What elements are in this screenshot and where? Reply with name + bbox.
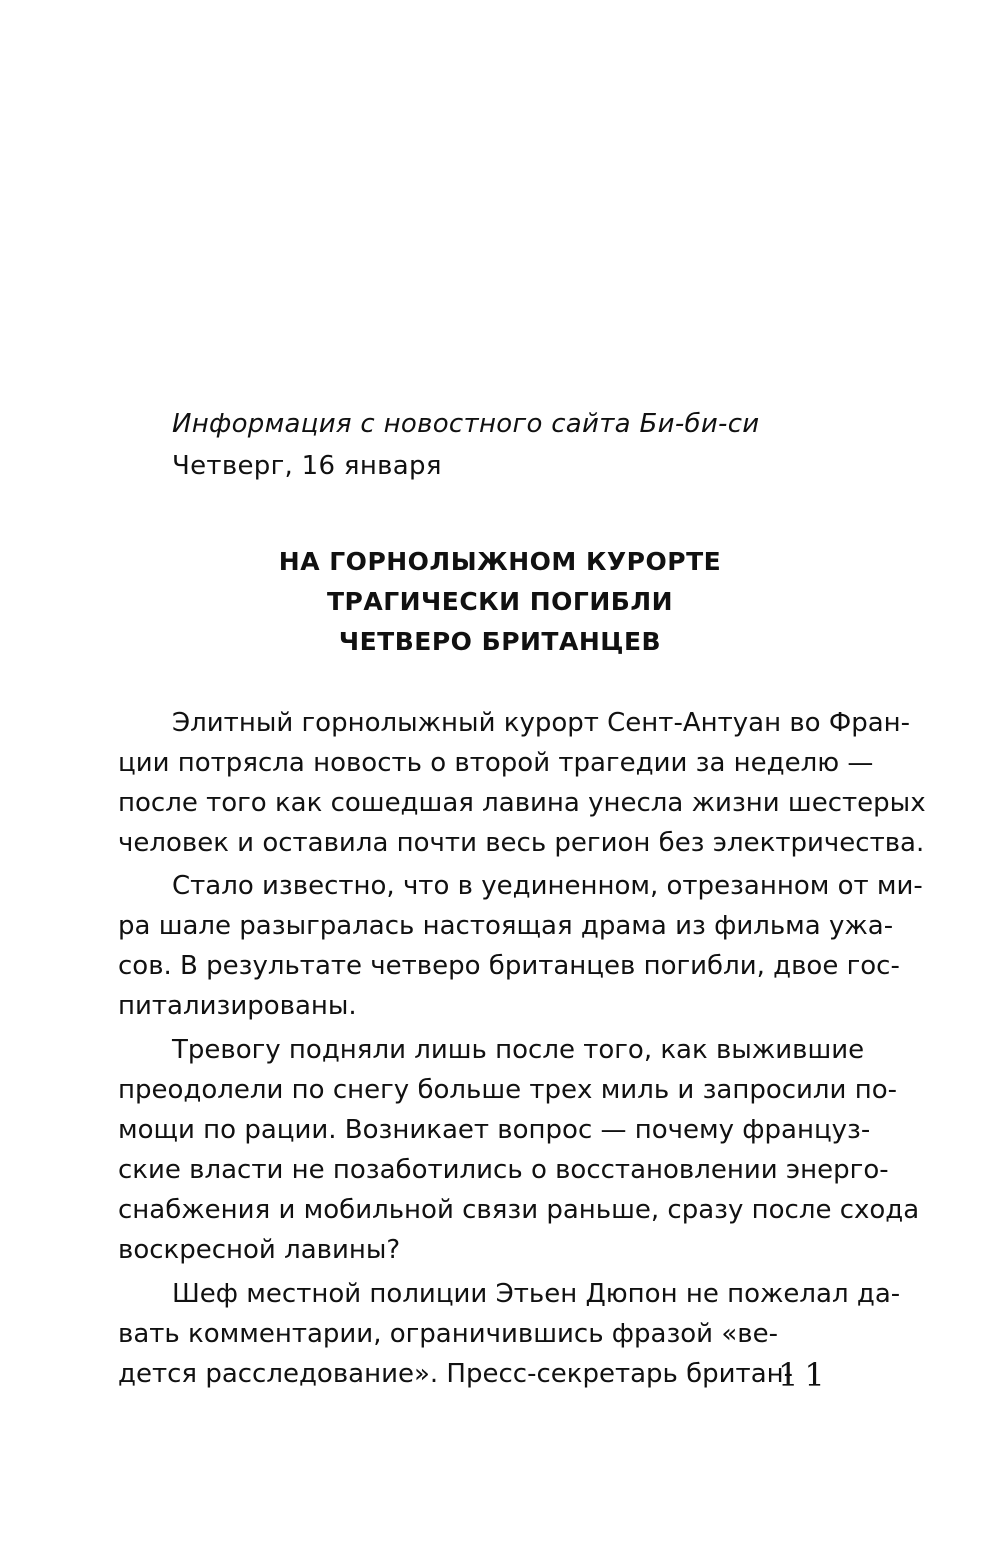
date-line: Четверг, 16 января	[172, 451, 442, 481]
page-number: 11	[778, 1356, 831, 1394]
body-line: Стало известно, что в уединенном, отрезанном от ми-	[172, 871, 923, 901]
headline-line-1: НА ГОРНОЛЫЖНОМ КУРОРТЕ	[278, 547, 722, 576]
headline-line-3: ЧЕТВЕРО БРИТАНЦЕВ	[338, 627, 662, 656]
body-line: человек и оставила почти весь регион без электричества.	[118, 828, 925, 858]
headline-line-2: ТРАГИЧЕСКИ ПОГИБЛИ	[326, 587, 674, 616]
body-line: ра шале разыгралась настоящая драма из фильма ужа-	[118, 911, 894, 941]
source-line: Информация с новостного сайта Би-би-си	[172, 409, 760, 439]
body-line: снабжения и мобильной связи раньше, сразу после схода	[118, 1195, 920, 1225]
body-line: ции потрясла новость о второй трагедии за неделю —	[118, 748, 874, 778]
body-line: дется расследование». Пресс-секретарь британ-	[118, 1359, 794, 1389]
body-line: питализированы.	[118, 991, 357, 1021]
body-line: вать комментарии, ограничившись фразой «ве-	[118, 1319, 778, 1349]
body-line: ские власти не позаботились о восстановлении энерго-	[118, 1155, 889, 1185]
body-line: после того как сошедшая лавина унесла жизни шестерых	[118, 788, 926, 818]
body-line: воскресной лавины?	[118, 1235, 401, 1265]
body-line: Шеф местной полиции Этьен Дюпон не пожелал да-	[172, 1279, 901, 1309]
body-line: преодолели по снегу больше трех миль и запросили по-	[118, 1075, 897, 1105]
body-line: сов. В результате четверо британцев погибли, двое гос-	[118, 951, 900, 981]
body-line: Элитный горнолыжный курорт Сент-Антуан во Фран-	[172, 708, 911, 738]
body-line: Тревогу подняли лишь после того, как выжившие	[172, 1035, 865, 1065]
body-line: мощи по рации. Возникает вопрос — почему француз-	[118, 1115, 871, 1145]
